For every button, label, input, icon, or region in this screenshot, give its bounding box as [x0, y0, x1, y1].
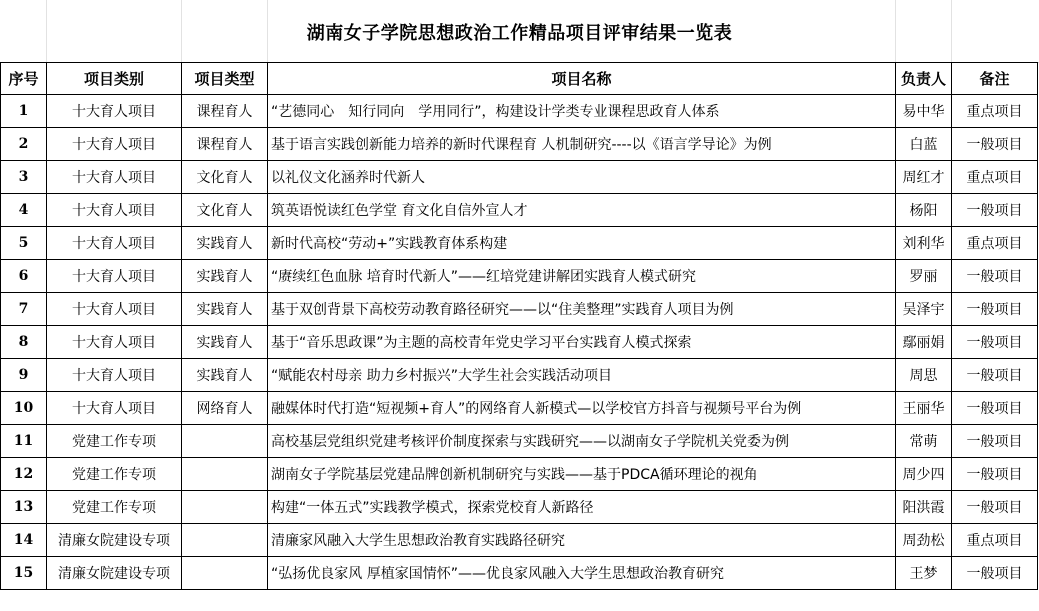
- cell-index[interactable]: 14: [1, 524, 47, 557]
- cell-index[interactable]: 4: [1, 194, 47, 227]
- cell-name[interactable]: “弘扬优良家风 厚植家国情怀”——优良家风融入大学生思想政治教育研究: [268, 557, 896, 590]
- cell-type[interactable]: 实践育人: [182, 359, 268, 392]
- cell-index[interactable]: 2: [1, 128, 47, 161]
- cell-name[interactable]: 以礼仪文化涵养时代新人: [268, 161, 896, 194]
- results-table: [0, 62, 1038, 590]
- cell-leader[interactable]: 周劲松: [896, 524, 952, 557]
- cell-remark[interactable]: 一般项目: [952, 293, 1038, 326]
- cell-category[interactable]: 党建工作专项: [47, 491, 182, 524]
- cell-category[interactable]: 十大育人项目: [47, 359, 182, 392]
- table-row: [1, 359, 1038, 392]
- page-title: 湖南女子学院思想政治工作精品项目评审结果一览表: [306, 23, 733, 44]
- cell-name[interactable]: 融媒体时代打造“短视频+育人”的网络育人新模式—以学校官方抖音与视频号平台为例: [268, 392, 896, 425]
- cell-leader[interactable]: 罗丽: [896, 260, 952, 293]
- cell-type[interactable]: 文化育人: [182, 194, 268, 227]
- table-row: [1, 425, 1038, 458]
- cell-index[interactable]: 5: [1, 227, 47, 260]
- cell-leader[interactable]: 周红才: [896, 161, 952, 194]
- cell-leader[interactable]: 吴泽宇: [896, 293, 952, 326]
- cell-category[interactable]: 十大育人项目: [47, 128, 182, 161]
- title-row[interactable]: [0, 0, 1039, 63]
- table-row: [1, 95, 1038, 128]
- cell-type[interactable]: 课程育人: [182, 128, 268, 161]
- table-row: [1, 392, 1038, 425]
- cell-leader[interactable]: 易中华: [896, 95, 952, 128]
- table-row: [1, 458, 1038, 491]
- cell-leader[interactable]: 常萌: [896, 425, 952, 458]
- table-row: [1, 491, 1038, 524]
- header-name[interactable]: 项目名称: [268, 63, 896, 95]
- cell-category[interactable]: 十大育人项目: [47, 260, 182, 293]
- cell-name[interactable]: “艺德同心 知行同向 学用同行”，构建设计学类专业课程思政育人体系: [268, 95, 896, 128]
- cell-category[interactable]: 十大育人项目: [47, 227, 182, 260]
- cell-leader[interactable]: 王丽华: [896, 392, 952, 425]
- cell-leader[interactable]: 白蓝: [896, 128, 952, 161]
- cell-index[interactable]: 3: [1, 161, 47, 194]
- cell-index[interactable]: 7: [1, 293, 47, 326]
- table-row: [1, 557, 1038, 590]
- cell-remark[interactable]: 重点项目: [952, 524, 1038, 557]
- cell-leader[interactable]: 周思: [896, 359, 952, 392]
- table-row: [1, 194, 1038, 227]
- cell-type[interactable]: [182, 458, 268, 491]
- cell-type[interactable]: 实践育人: [182, 260, 268, 293]
- cell-index[interactable]: 8: [1, 326, 47, 359]
- cell-type[interactable]: 实践育人: [182, 293, 268, 326]
- cell-leader[interactable]: 周少四: [896, 458, 952, 491]
- header-category[interactable]: 项目类别: [47, 63, 182, 95]
- header-index[interactable]: 序号: [1, 63, 47, 95]
- cell-index[interactable]: 13: [1, 491, 47, 524]
- cell-category[interactable]: 十大育人项目: [47, 326, 182, 359]
- cell-leader[interactable]: 刘利华: [896, 227, 952, 260]
- cell-remark[interactable]: 一般项目: [952, 359, 1038, 392]
- header-row: [1, 63, 1038, 95]
- cell-remark[interactable]: 一般项目: [952, 425, 1038, 458]
- cell-remark[interactable]: 一般项目: [952, 392, 1038, 425]
- cell-category[interactable]: 十大育人项目: [47, 194, 182, 227]
- header-remark[interactable]: 备注: [952, 63, 1038, 95]
- cell-name[interactable]: 基于语言实践创新能力培养的新时代课程育 人机制研究----以《语言学导论》为例: [268, 128, 896, 161]
- cell-type[interactable]: [182, 524, 268, 557]
- cell-name[interactable]: 构建“一体五式”实践教学模式，探索党校育人新路径: [268, 491, 896, 524]
- cell-type[interactable]: 网络育人: [182, 392, 268, 425]
- cell-category[interactable]: 十大育人项目: [47, 293, 182, 326]
- cell-type[interactable]: 文化育人: [182, 161, 268, 194]
- table-row: [1, 227, 1038, 260]
- cell-remark[interactable]: 重点项目: [952, 95, 1038, 128]
- cell-category[interactable]: 十大育人项目: [47, 392, 182, 425]
- table-row: [1, 260, 1038, 293]
- cell-type[interactable]: 课程育人: [182, 95, 268, 128]
- table-body: [1, 95, 1038, 590]
- cell-name[interactable]: 湖南女子学院基层党建品牌创新机制研究与实践——基于PDCA循环理论的视角: [268, 458, 896, 491]
- cell-name[interactable]: “赓续红色血脉 培育时代新人”——红培党建讲解团实践育人模式研究: [268, 260, 896, 293]
- cell-remark[interactable]: 一般项目: [952, 128, 1038, 161]
- cell-leader[interactable]: 杨阳: [896, 194, 952, 227]
- cell-index[interactable]: 9: [1, 359, 47, 392]
- cell-name[interactable]: 基于双创背景下高校劳动教育路径研究——以“住美整理”实践育人项目为例: [268, 293, 896, 326]
- cell-type[interactable]: 实践育人: [182, 227, 268, 260]
- table-row: [1, 161, 1038, 194]
- cell-remark[interactable]: 重点项目: [952, 161, 1038, 194]
- cell-index[interactable]: 15: [1, 557, 47, 590]
- cell-remark[interactable]: 一般项目: [952, 326, 1038, 359]
- cell-name[interactable]: 基于“音乐思政课”为主题的高校青年党史学习平台实践育人模式探索: [268, 326, 896, 359]
- cell-type[interactable]: [182, 557, 268, 590]
- cell-type[interactable]: [182, 491, 268, 524]
- cell-leader[interactable]: 王梦: [896, 557, 952, 590]
- cell-category[interactable]: 清廉女院建设专项: [47, 557, 182, 590]
- cell-index[interactable]: 12: [1, 458, 47, 491]
- cell-index[interactable]: 6: [1, 260, 47, 293]
- cell-leader[interactable]: 鄢丽娟: [896, 326, 952, 359]
- cell-leader[interactable]: 阳洪霞: [896, 491, 952, 524]
- cell-remark[interactable]: 一般项目: [952, 491, 1038, 524]
- cell-remark[interactable]: 重点项目: [952, 227, 1038, 260]
- table-row: [1, 524, 1038, 557]
- cell-remark[interactable]: 一般项目: [952, 557, 1038, 590]
- cell-index[interactable]: 1: [1, 95, 47, 128]
- header-type[interactable]: 项目类型: [182, 63, 268, 95]
- cell-category[interactable]: 十大育人项目: [47, 161, 182, 194]
- cell-category[interactable]: 清廉女院建设专项: [47, 524, 182, 557]
- cell-name[interactable]: 新时代高校“劳动+”实践教育体系构建: [268, 227, 896, 260]
- header-leader[interactable]: 负责人: [896, 63, 952, 95]
- cell-remark[interactable]: 一般项目: [952, 260, 1038, 293]
- cell-name[interactable]: “赋能农村母亲 助力乡村振兴”大学生社会实践活动项目: [268, 359, 896, 392]
- table-row: [1, 128, 1038, 161]
- cell-remark[interactable]: 一般项目: [952, 458, 1038, 491]
- cell-index[interactable]: 11: [1, 425, 47, 458]
- cell-name[interactable]: 高校基层党组织党建考核评价制度探索与实践研究——以湖南女子学院机关党委为例: [268, 425, 896, 458]
- cell-index[interactable]: 10: [1, 392, 47, 425]
- cell-category[interactable]: 十大育人项目: [47, 95, 182, 128]
- cell-type[interactable]: 实践育人: [182, 326, 268, 359]
- cell-type[interactable]: [182, 425, 268, 458]
- table-row: [1, 293, 1038, 326]
- cell-remark[interactable]: 一般项目: [952, 194, 1038, 227]
- cell-category[interactable]: 党建工作专项: [47, 458, 182, 491]
- cell-name[interactable]: 清廉家风融入大学生思想政治教育实践路径研究: [268, 524, 896, 557]
- table-row: [1, 326, 1038, 359]
- cell-name[interactable]: 筑英语悦读红色学堂 育文化自信外宣人才: [268, 194, 896, 227]
- cell-category[interactable]: 党建工作专项: [47, 425, 182, 458]
